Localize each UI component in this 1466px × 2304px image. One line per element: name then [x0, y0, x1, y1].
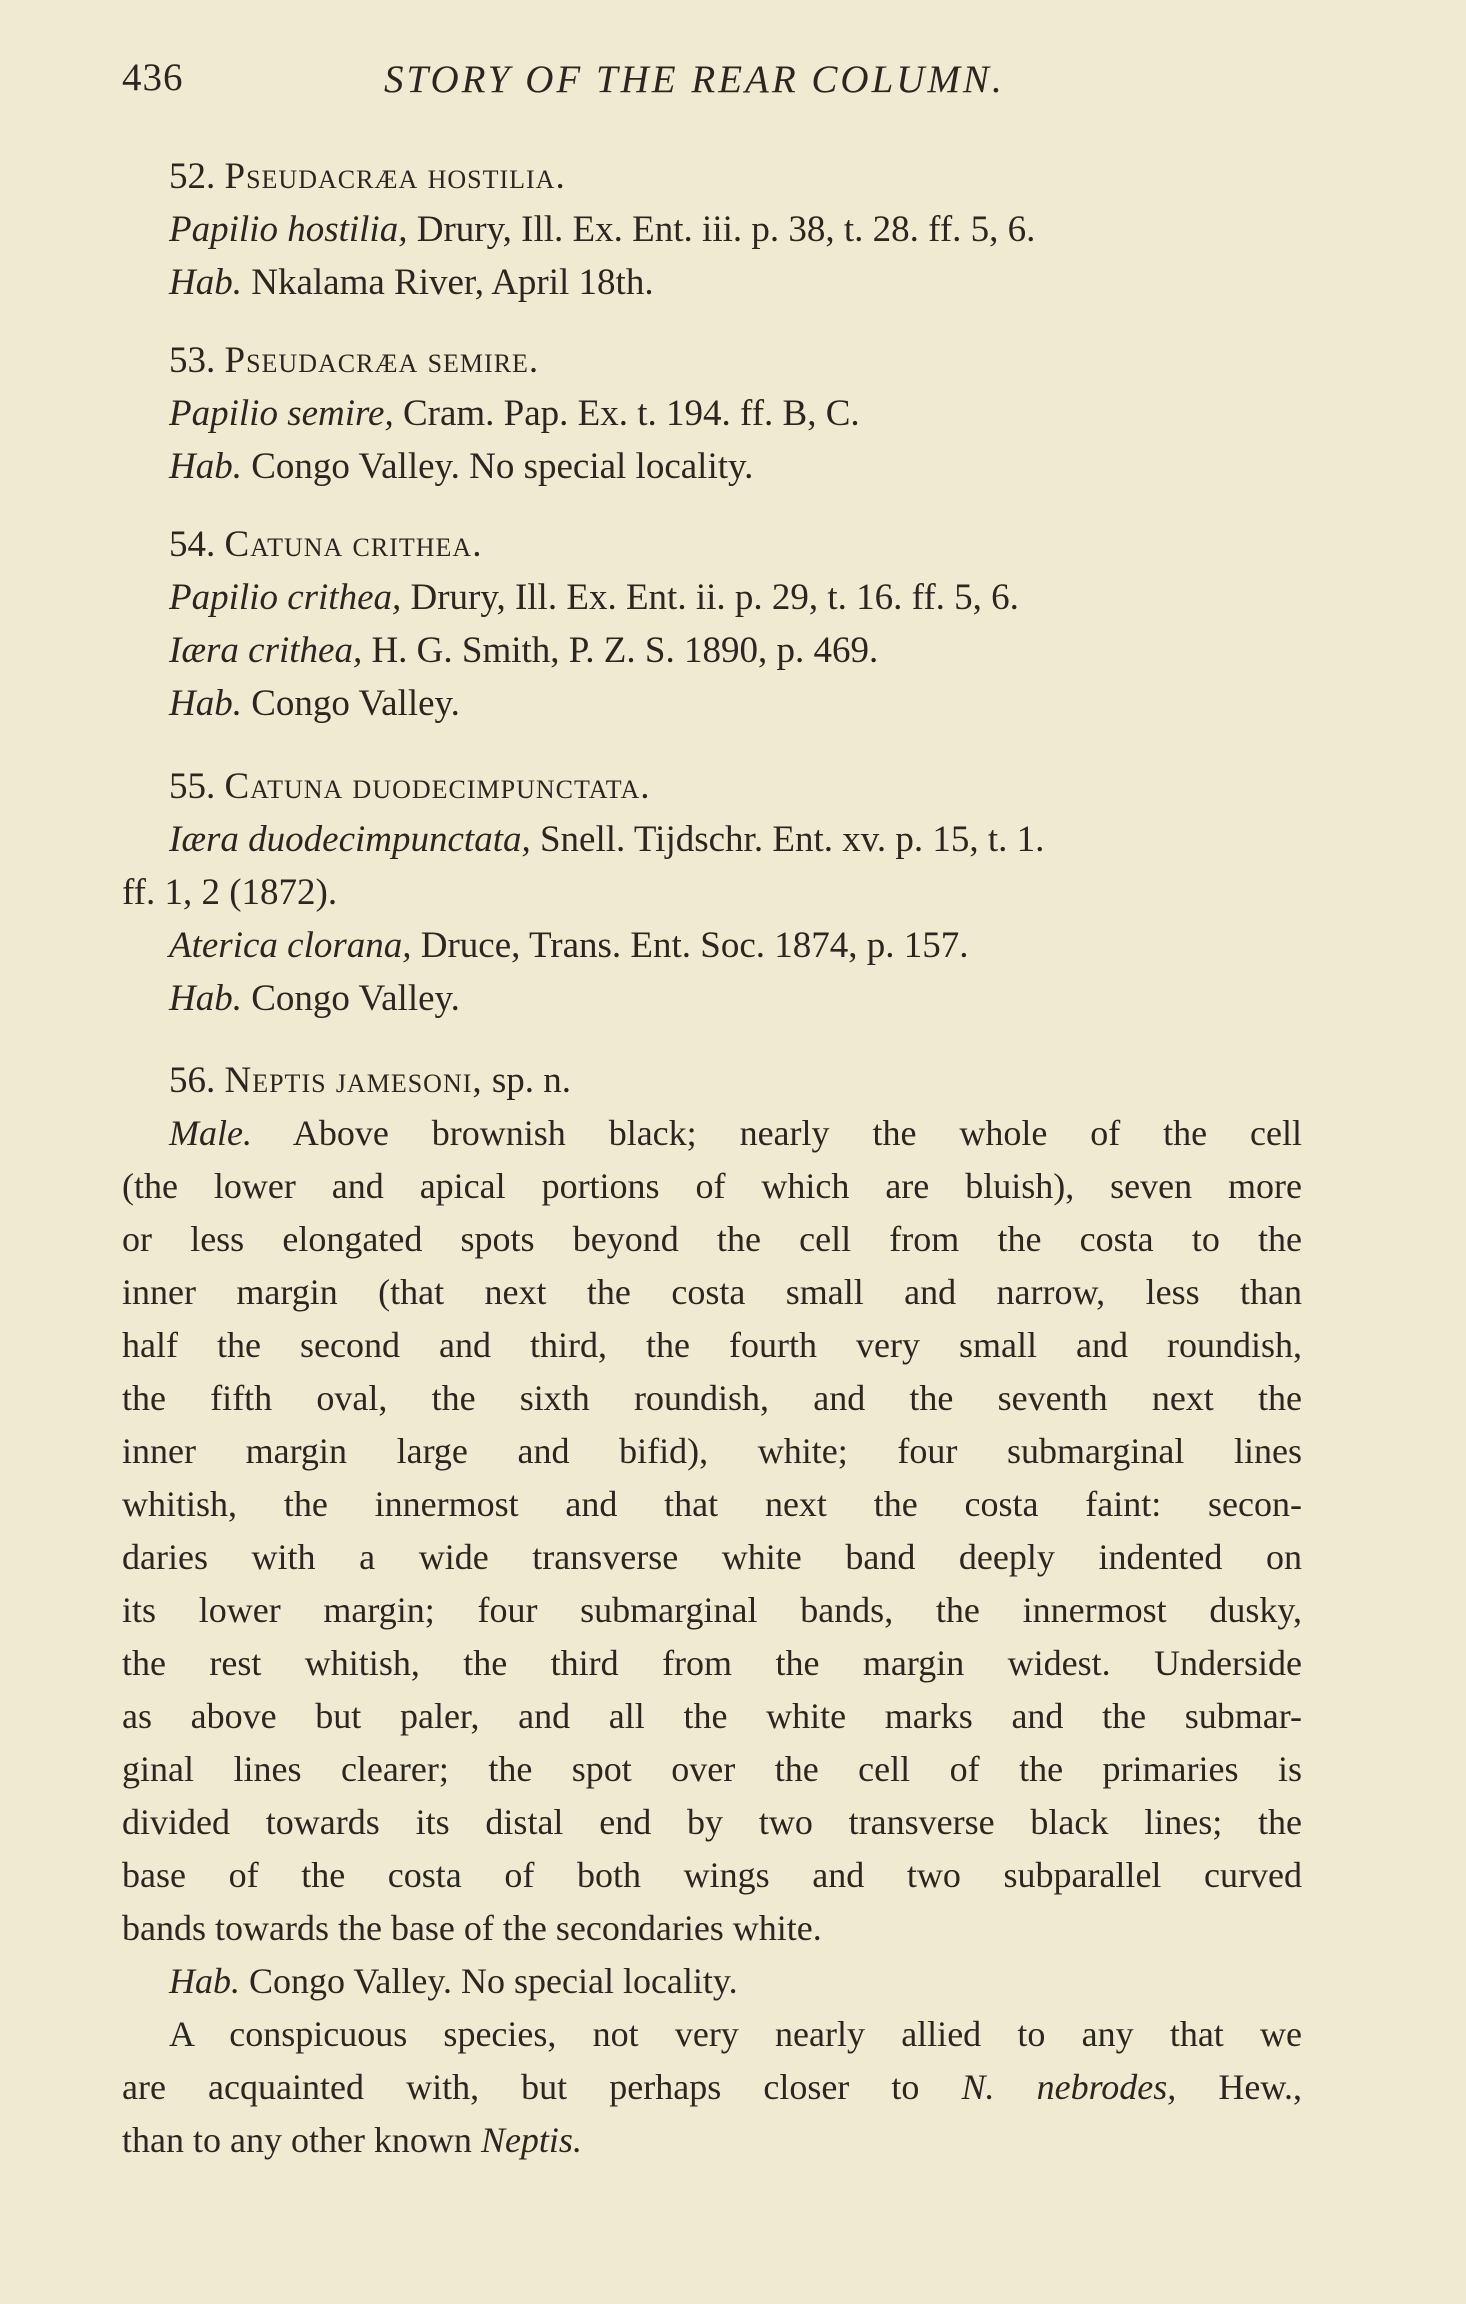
entry-heading: 56. Neptis jamesoni, sp. n. [169, 1060, 572, 1101]
description-line: base of the costa of both wings and two subparallel curved [122, 1855, 1302, 1895]
running-header [122, 55, 1302, 115]
species-entry-55 [122, 760, 1302, 1025]
species-entry-53 [122, 334, 1302, 493]
habitat-line: Hab. Congo Valley. [169, 683, 460, 724]
synonym-reference: Iæra crithea, H. G. Smith, P. Z. S. 1890, p. 469. [169, 630, 879, 671]
remark-line: are acquainted with, but perhaps closer to N. nebrodes, Hew., [122, 2067, 1303, 2107]
synonym-reference: Papilio semire, Cram. Pap. Ex. t. 194. ff. B, C. [169, 393, 860, 434]
synonym-reference: Papilio crithea, Drury, Ill. Ex. Ent. ii. p. 29, t. 16. ff. 5, 6. [169, 577, 1019, 618]
remark-line: A conspicuous species, not very nearly allied to any that we [169, 2014, 1302, 2054]
species-entry-52 [122, 150, 1302, 309]
description-line: daries with a wide transverse white band deeply indented on [122, 1537, 1302, 1577]
species-entry-56 [122, 1054, 1302, 1107]
synonym-reference-continued: ff. 1, 2 (1872). [122, 872, 338, 913]
description-line: inner margin (that next the costa small and narrow, less than [122, 1272, 1302, 1312]
entry-heading: 52. Pseudacræa hostilia. [169, 156, 566, 197]
habitat-line: Hab. Congo Valley. No special locality. [169, 1961, 738, 2001]
running-title: STORY OF THE REAR COLUMN. [384, 58, 1005, 101]
description-line: the rest whitish, the third from the margin widest. Underside [122, 1643, 1302, 1683]
description-line: (the lower and apical portions of which are bluish), seven more [122, 1166, 1302, 1206]
remark-line: than to any other known Neptis. [122, 2120, 582, 2160]
description-line: bands towards the base of the secondaries white. [122, 1908, 822, 1948]
species-entry-54 [122, 518, 1302, 730]
entry-heading: 55. Catuna duodecimpunctata. [169, 766, 651, 807]
description-line: inner margin large and bifid), white; four submarginal lines [122, 1431, 1302, 1471]
synonym-reference: Iæra duodecimpunctata, Snell. Tijdschr. Ent. xv. p. 15, t. 1. [169, 819, 1045, 860]
description-line: ginal lines clearer; the spot over the cell of the primaries is [122, 1749, 1302, 1789]
page-number: 436 [122, 56, 184, 99]
description-line: or less elongated spots beyond the cell from the costa to the [122, 1219, 1302, 1259]
description-line: Male. Above brownish black; nearly the whole of the cell [169, 1113, 1302, 1153]
habitat-line: Hab. Congo Valley. [169, 978, 460, 1019]
description-line: as above but paler, and all the white marks and the submar- [122, 1696, 1302, 1736]
habitat-line: Hab. Nkalama River, April 18th. [169, 262, 654, 303]
species-description [122, 1107, 1302, 2167]
description-line: whitish, the innermost and that next the costa faint: secon- [122, 1484, 1302, 1524]
description-line: half the second and third, the fourth very small and roundish, [122, 1325, 1302, 1365]
entry-heading: 53. Pseudacræa semire. [169, 340, 540, 381]
synonym-reference: Aterica clorana, Druce, Trans. Ent. Soc. 1874, p. 157. [169, 925, 969, 966]
description-line: the fifth oval, the sixth roundish, and the seventh next the [122, 1378, 1302, 1418]
description-line: its lower margin; four submarginal bands, the innermost dusky, [122, 1590, 1302, 1630]
habitat-line: Hab. Congo Valley. No special locality. [169, 446, 754, 487]
synonym-reference: Papilio hostilia, Drury, Ill. Ex. Ent. iii. p. 38, t. 28. ff. 5, 6. [169, 209, 1036, 250]
entry-heading: 54. Catuna crithea. [169, 524, 483, 565]
description-line: divided towards its distal end by two transverse black lines; the [122, 1802, 1302, 1842]
